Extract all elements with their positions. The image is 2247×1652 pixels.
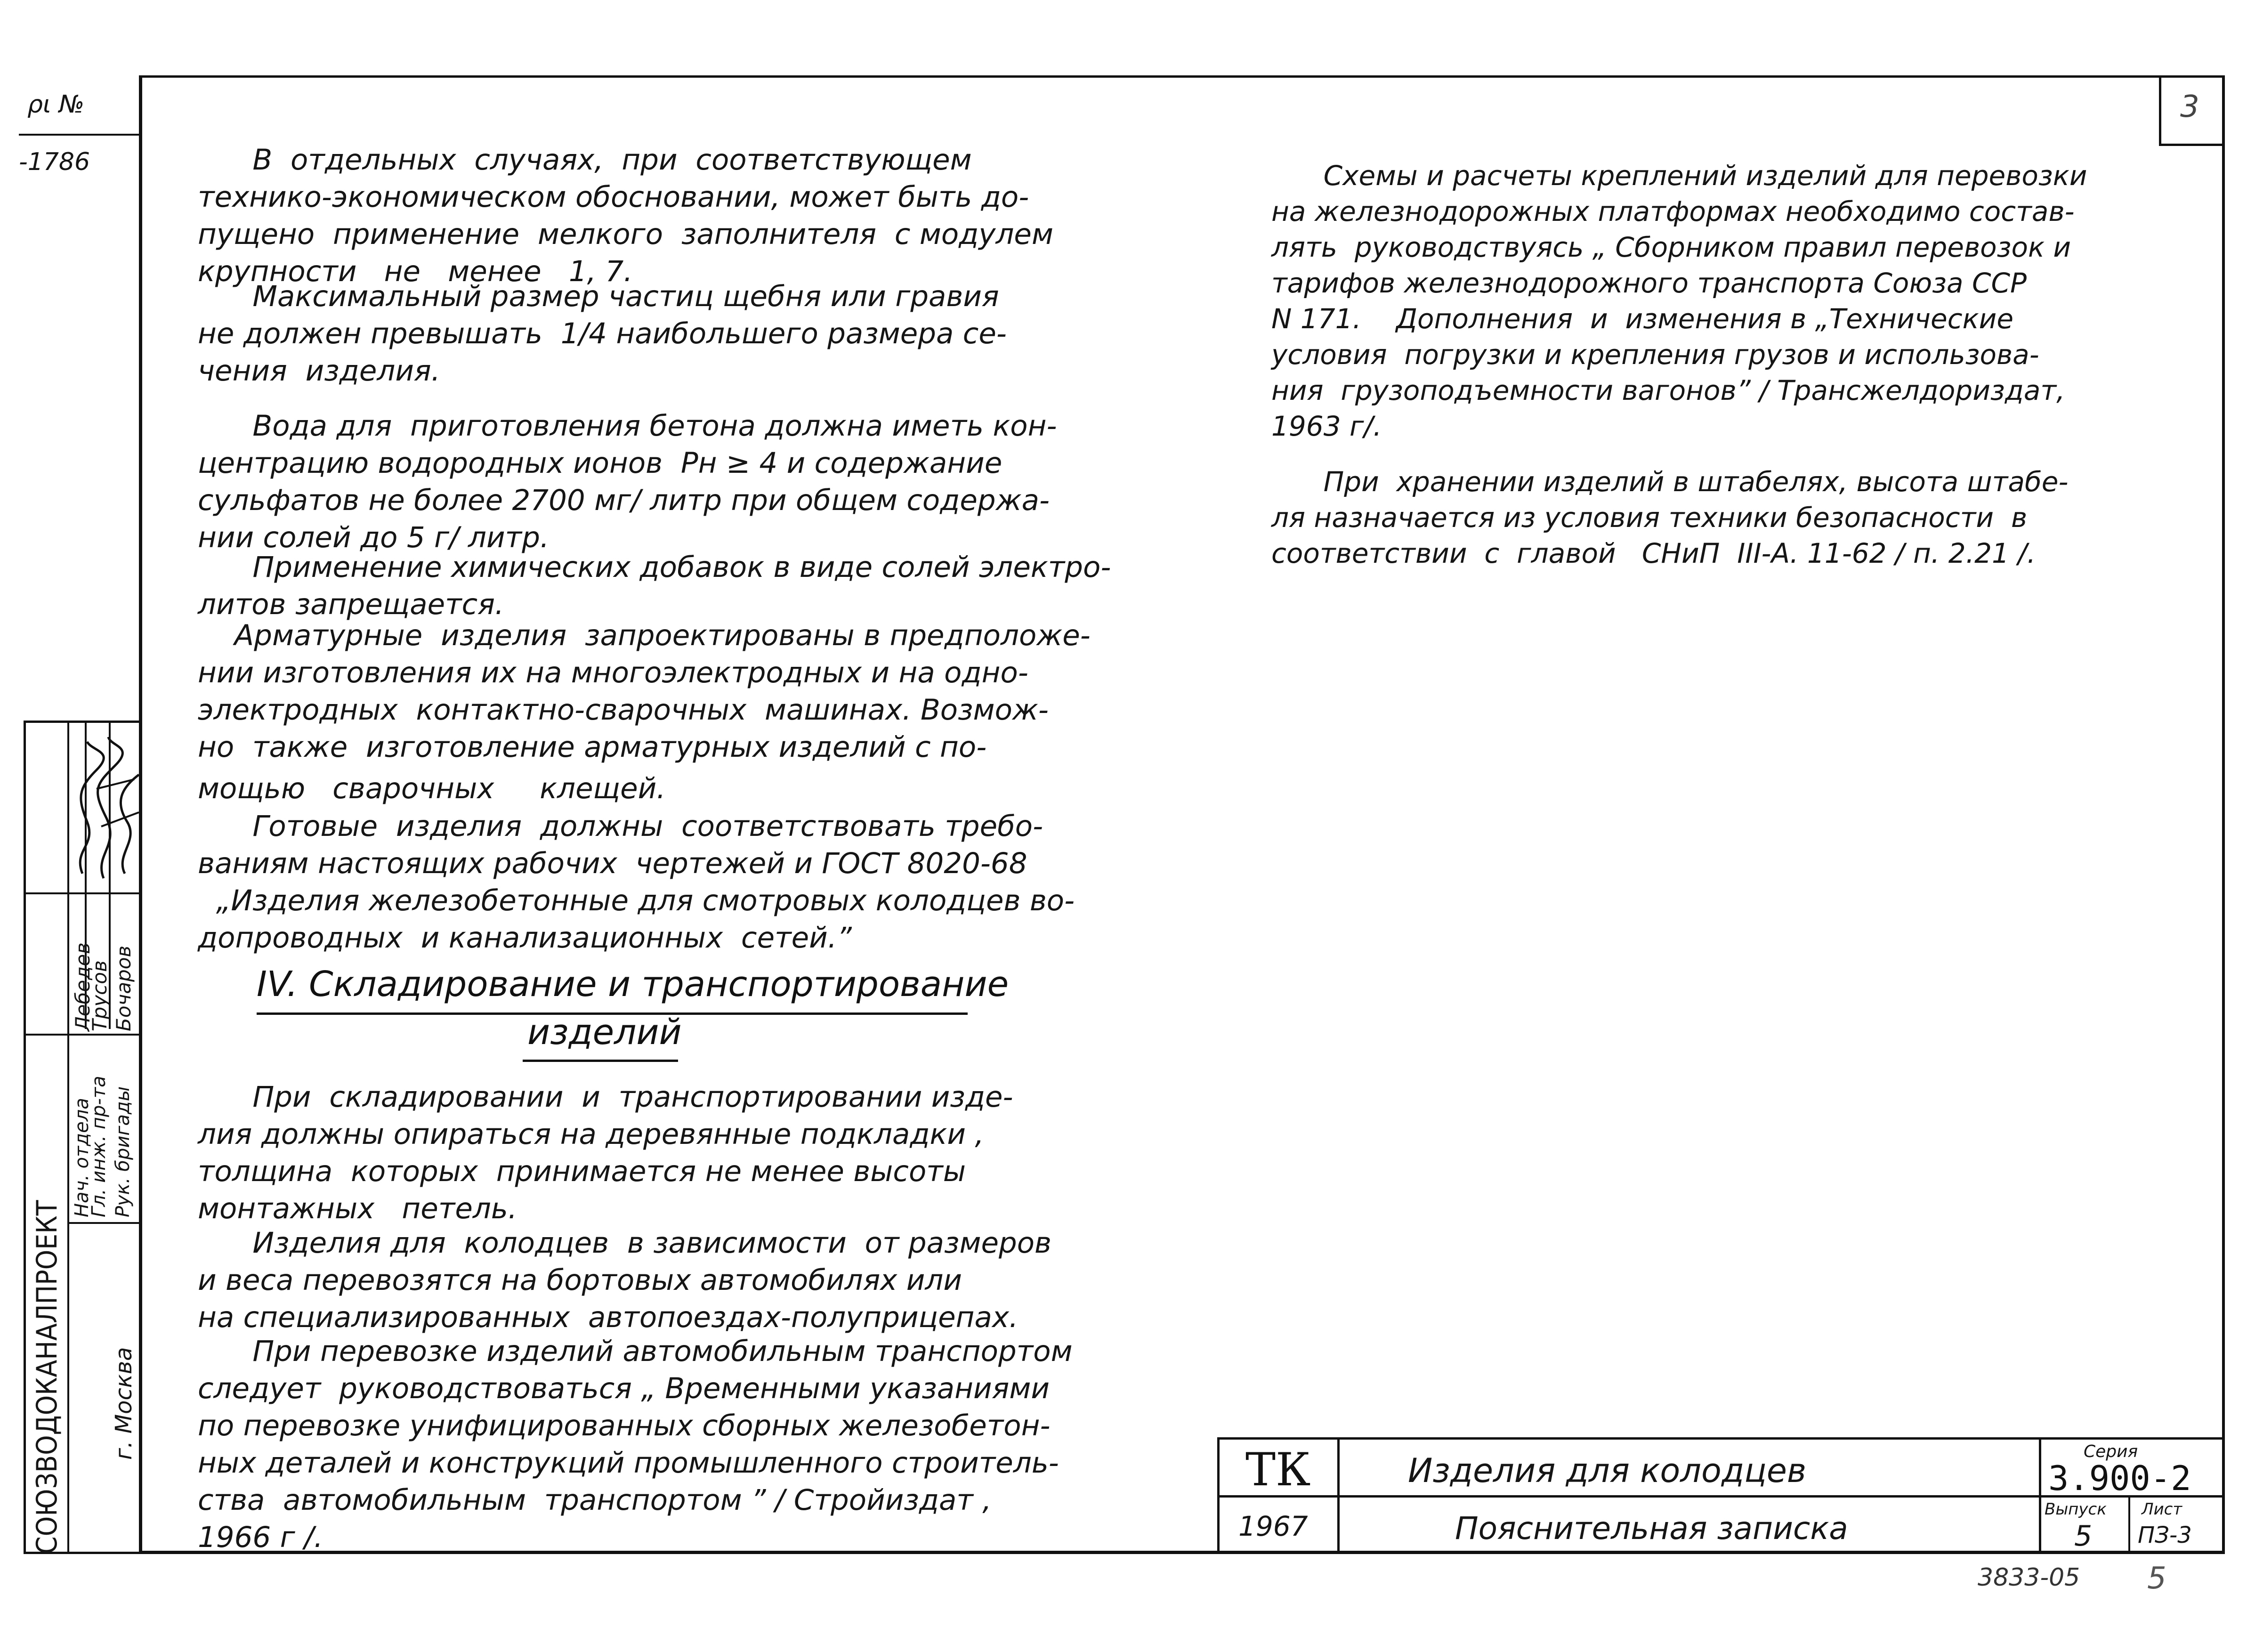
name-trusov: Трусов — [88, 960, 111, 1031]
left-approval-strip — [24, 721, 141, 1554]
paragraph-fine-aggregate: В отдельных случаях, при соответствующем технико-экономическом обосновании, может быть до- пущено применение мелкого заполнителя с модулем крупности не менее 1, 7. — [198, 143, 1053, 288]
city-name: г. Москва — [111, 1347, 137, 1460]
title-block-subtitle: Пояснительная записка — [1455, 1510, 1848, 1547]
paragraph-trucks: Изделия для колодцев в зависимости от размеров и веса перевозятся на бортовых автомобилях или на специализированных автопоездах-полуприцепах. — [198, 1226, 1051, 1334]
heading-underline-2 — [523, 1060, 678, 1062]
role-chief-engineer: Гл. инж. пр-та — [88, 1076, 110, 1217]
section-heading-continued: изделий — [527, 1012, 682, 1053]
title-block — [1217, 1437, 2225, 1554]
paragraph-gost: Готовые изделия должны соответствовать требо- ваниям настоящих рабочих чертежей и ГОСТ 8020-68 „Изделия железобетонные для смотровых колодцев во- допроводных и канализационных сетей.” — [198, 810, 1075, 955]
series-value: 3.900-2 — [2048, 1458, 2191, 1498]
organization-name: СОЮЗВОДОКАНАЛПРОЕКТ — [31, 1200, 64, 1554]
issue-value: 5 — [2074, 1520, 2093, 1553]
paragraph-chemical-additives: Применение химических добавок в виде солей электро- литов запрещается. — [198, 551, 1111, 621]
sheet-label: Лист — [2142, 1500, 2182, 1519]
footer-page: 5 — [2147, 1561, 2166, 1596]
paragraph-welding-pliers: мощью сварочных клещей. — [198, 772, 666, 805]
title-block-code: ТК — [1245, 1443, 1311, 1496]
paragraph-water: Вода для приготовления бетона должна иметь кон- центрацию водородных ионов Рн ≥ 4 и содержание сульфатов не более 2700 мг/ литр при общем содержа- нии солей до 5 г/ литр. — [198, 409, 1057, 554]
paragraph-rail-transport: Схемы и расчеты креплений изделий для перевозки на железнодорожных платформах необходимо состав- лять руководствуясь „ Сборником правил перевозок и тарифов железнодорожного транспорта Союза ССР N 171. Дополнения и изменения в „Технические условия погрузки и крепления грузов и использова- ния грузоподъемности вагонов” / Трансжелдориздат, 1963 г/. — [1271, 160, 2087, 442]
section-heading: IV. Складирование и транспортирование — [257, 964, 1009, 1004]
title-block-year: 1967 — [1238, 1510, 1308, 1542]
name-bocharov: Бочаров — [112, 945, 135, 1031]
inventory-label: ρι № — [27, 90, 85, 119]
signatures-image — [68, 732, 144, 888]
name-lebedev: Лебедев — [71, 942, 94, 1031]
role-brigade-leader: Рук. бригады — [112, 1086, 134, 1217]
footer-stamp: 3833-05 — [1978, 1563, 2080, 1592]
series-label: Серия — [2084, 1442, 2138, 1461]
paragraph-stacking: При хранении изделий в штабелях, высота штабе- ля назначается из условия техники безопасности в соответствии с главой СНиП III-А. 11-62 / п. 2.21 /. — [1271, 466, 2069, 569]
paragraph-max-particle: Максимальный размер частиц щебня или гравия не должен превышать 1/4 наибольшего размера се- чения изделия. — [198, 280, 1007, 388]
page-number-box — [2159, 78, 2223, 146]
issue-label: Выпуск — [2045, 1500, 2107, 1519]
inventory-number: -1786 — [19, 148, 90, 176]
paragraph-storage: При складировании и транспортировании изде- лия должны опираться на деревянные подкладки , толщина которых принимается не менее высоты монтажных петель. — [198, 1080, 1013, 1225]
page-number: 3 — [2180, 89, 2199, 124]
paragraph-reinforcement: Арматурные изделия запроектированы в предположе- нии изготовления их на многоэлектродных и на одно- электродных контактно-сварочных машинах. Возмож- но также изготовление арматурных изделий с по- — [198, 619, 1091, 764]
sheet-value: ПЗ-3 — [2138, 1522, 2192, 1548]
inventory-box — [19, 84, 141, 136]
title-block-title: Изделия для колодцев — [1408, 1451, 1807, 1490]
paragraph-road-transport: При перевозке изделий автомобильным транспортом следует руководствоваться „ Временными указаниями по перевозке унифицированных сборных железобетон- ных деталей и конструкций промышленного строитель- ства автомобильным транспортом ” / Стройиздат , 1966 г /. — [198, 1335, 1073, 1554]
role-head-of-department: Нач. отдела — [71, 1098, 93, 1217]
